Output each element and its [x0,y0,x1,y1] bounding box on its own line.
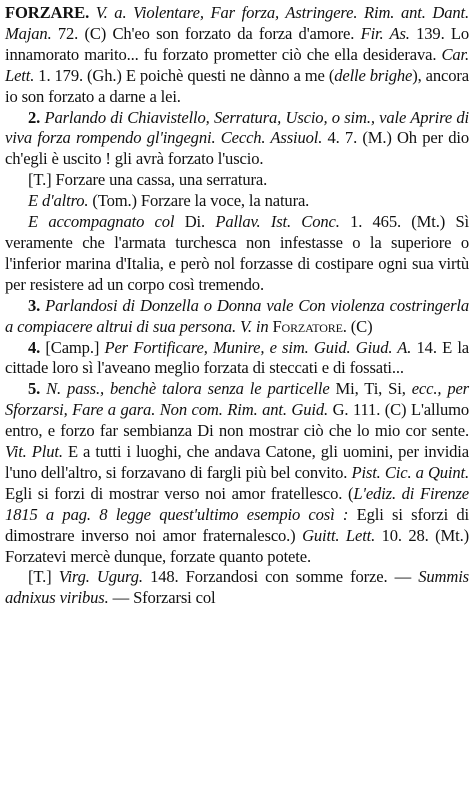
citation-1: 72. (C) Ch'eo son forzato da forza d'amore. [51,23,361,43]
tommaseo-note-4-text: 148. Forzandosi con somme forze. — [142,567,419,587]
sense-5-citation-2: E a tutti i luoghi, che andava Catone, gli uomini, per invidia l'uno dell'altro, si forzavano di fargli più bel convito. [5,442,469,482]
sense-5-citation-1: G. 111. (C) L'allumo entro, e forzo far sembianza Di non mostrar ciò che lo mio cor sente. [5,400,469,441]
sense-5-source-2: Vit. Plut. [5,442,63,462]
tommaseo-note-3-particle: Di. [174,212,216,232]
sense-5-definition-a: N. pass., benchè talora senza le particelle [46,379,330,399]
tommaseo-note-1-text: Forzare una cassa, una serratura. [51,170,268,190]
sense-4-citation: 14. E la cittade loro sì l'aveano meglio forzata di steccati e di fossati... [5,337,469,378]
tommaseo-note-4 [5,567,469,609]
headword: FORZARE. [5,3,90,22]
sense-5-source-3: Pist. Cic. a Quint. [351,462,469,482]
sense-5-citation-5: 10. 28. (Mt.) Forzatevi mercè dunque, forzate quanto potete. [5,525,469,566]
tommaseo-note-3-text: 1. 465. (Mt.) Sì veramente che l'armata turchesca non infestasse o la superiore o l'inferior marina d'Italia, e però nol forzasse di costipare ogni sua virtù per resistere ad un corpo così tremendo. [5,212,469,294]
sense-3-text: (C) [346,316,373,336]
tommaseo-note-3 [5,212,469,296]
sense-4-number: 4. [28,337,46,357]
source-3: Car. Lett. [5,44,469,85]
sense-2 [5,108,469,171]
citation-2: 139. Lo innamorato marito... fu forzato prometter ciò che ella desiderava. [5,23,470,64]
sense-5-definition-b: ecc., per Sforzarsi, Fare a gara. Non com. Rim. ant. Guid. [5,379,469,420]
sense-4 [5,338,469,380]
sense-3-number: 3. [28,295,46,315]
sense-3-definition: Parlandosi di Donzella o Donna vale Con violenza costringerla a compiacere altrui di sua persona. V. in [5,295,469,336]
entry-forzare [5,3,469,108]
tommaseo-note-3-label: E accompagnato col [28,212,175,232]
tommaseo-tag: [T.] [28,170,52,190]
tommaseo-note-4-latin: Summis adnixus viribus. [5,567,469,608]
sense-5-citation-4: Egli si sforzi di dimostrare inverso noi amor fraternalesco.) [5,504,469,545]
tommaseo-note-1 [5,170,469,191]
sense-2-number: 2. [28,107,45,127]
tommaseo-note-3-source: Pallav. Ist. Conc. [215,212,340,232]
sense-3-reference: Forzatore. [268,316,347,336]
sense-5-editorial-note: L'ediz. di Firenze 1815 a pag. 8 legge quest'ultimo esempio così : [5,483,470,524]
source-2: Fir. As. [360,23,410,43]
citation-3: 1. 179. (Gh.) E poichè questi ne dànno a me ( [34,65,335,85]
sense-5-particles: Mi, Ti, Si, [329,379,412,399]
sense-5-citation-3: Egli si forzi di mostrar verso noi amor fratellesco. ( [5,483,354,503]
tommaseo-note-2-text: (Tom.) Forzare la voce, la natura. [88,191,310,211]
sense-5 [5,379,469,567]
sense-2-definition: Parlando di Chiavistello, Serratura, Uscio, o sim., vale Aprire di viva forza rompendo gl'ingegni. Cecch. Assiuol. [5,107,469,148]
definition-1: Violentare, Far forza, Astringere. Rim. ant. Dant. Majan. [5,3,469,43]
tommaseo-note-4-tag: [T.] [28,567,59,587]
tommaseo-note-4-tail: — Sforzarsi col [108,588,216,608]
sense-2-citation: 4. 7. (M.) Oh per dio ch'egli è uscito ! gli avrà forzato l'uscio. [5,128,469,169]
sense-5-number: 5. [28,379,47,399]
citation-4: ), ancora io son forzato a darne a lei. [5,65,469,106]
sense-4-tag: [Camp.] [45,337,105,357]
tommaseo-note-4-source: Virg. Ugurg. [58,567,143,587]
grammar-label: V. a. [89,3,134,22]
tommaseo-note-2-label: E d'altro. [28,191,89,211]
sense-3 [5,296,469,338]
sense-5-source-4: Guitt. Lett. [302,525,376,545]
sense-4-definition: Per Fortificare, Munire, e sim. Guid. Giud. A. [104,337,412,357]
tommaseo-note-2 [5,191,469,212]
gloss-4: delle brighe [334,65,413,85]
